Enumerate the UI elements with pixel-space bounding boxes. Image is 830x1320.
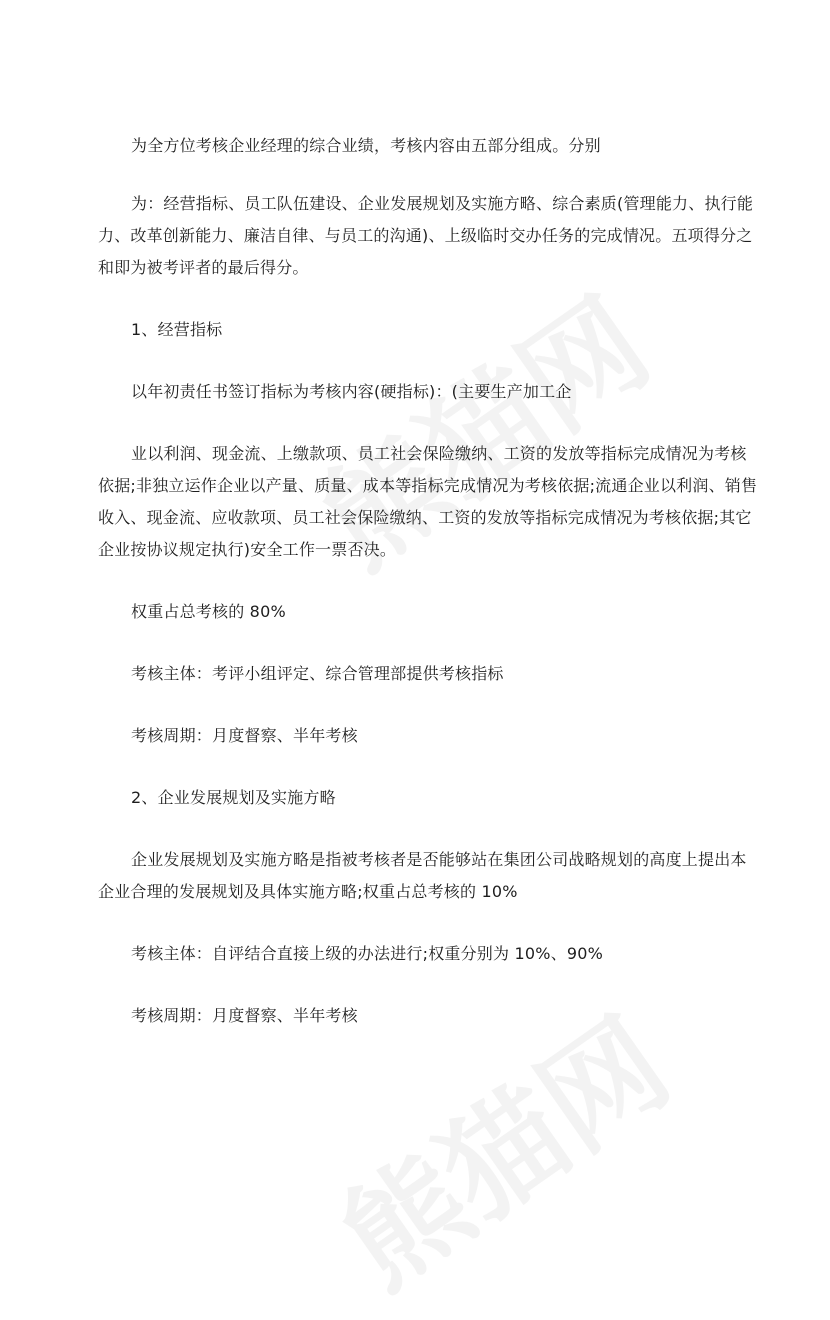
paragraph-1-lead: 以年初责任书签订指标为考核内容(硬指标)：(主要生产加工企 (131, 382, 572, 401)
section-heading-1: 1、经营指标 (131, 320, 223, 339)
document-body (98, 130, 758, 1032)
paragraph-2-subject: 考核主体：自评结合直接上级的办法进行;权重分别为 10%、90% (131, 944, 604, 963)
paragraph-intro: 为全方位考核企业经理的综合业绩，考核内容由五部分组成。分别 (131, 136, 601, 155)
paragraph-intro-list: 为：经营指标、员工队伍建设、企业发展规划及实施方略、综合素质(管理能力、执行能力、改革创新能力、廉洁自律、与员工的沟通)、上级临时交办任务的完成情况。五项得分之和即为被考评者的最后得分。 (98, 194, 754, 277)
paragraph-1-subject: 考核主体：考评小组评定、综合管理部提供考核指标 (131, 664, 504, 683)
paragraph-2-body: 企业发展规划及实施方略是指被考核者是否能够站在集团公司战略规划的高度上提出本企业合理的发展规划及具体实施方略;权重占总考核的 10% (98, 850, 747, 901)
section-heading-2: 2、企业发展规划及实施方略 (131, 788, 336, 807)
paragraph-2-period: 考核周期：月度督察、半年考核 (131, 1006, 358, 1025)
paragraph-1-period: 考核周期：月度督察、半年考核 (131, 726, 358, 745)
paragraph-1-body: 业以利润、现金流、上缴款项、员工社会保险缴纳、工资的发放等指标完成情况为考核依据;非独立运作企业以产量、质量、成本等指标完成情况为考核依据;流通企业以利润、销售收入、现金流、应收款项、员工社会保险缴纳、工资的发放等指标完成情况为考核依据;其它企业按协议规定执行)安全工作一票否决。 (98, 444, 758, 559)
paragraph-1-weight: 权重占总考核的 80% (131, 602, 286, 621)
